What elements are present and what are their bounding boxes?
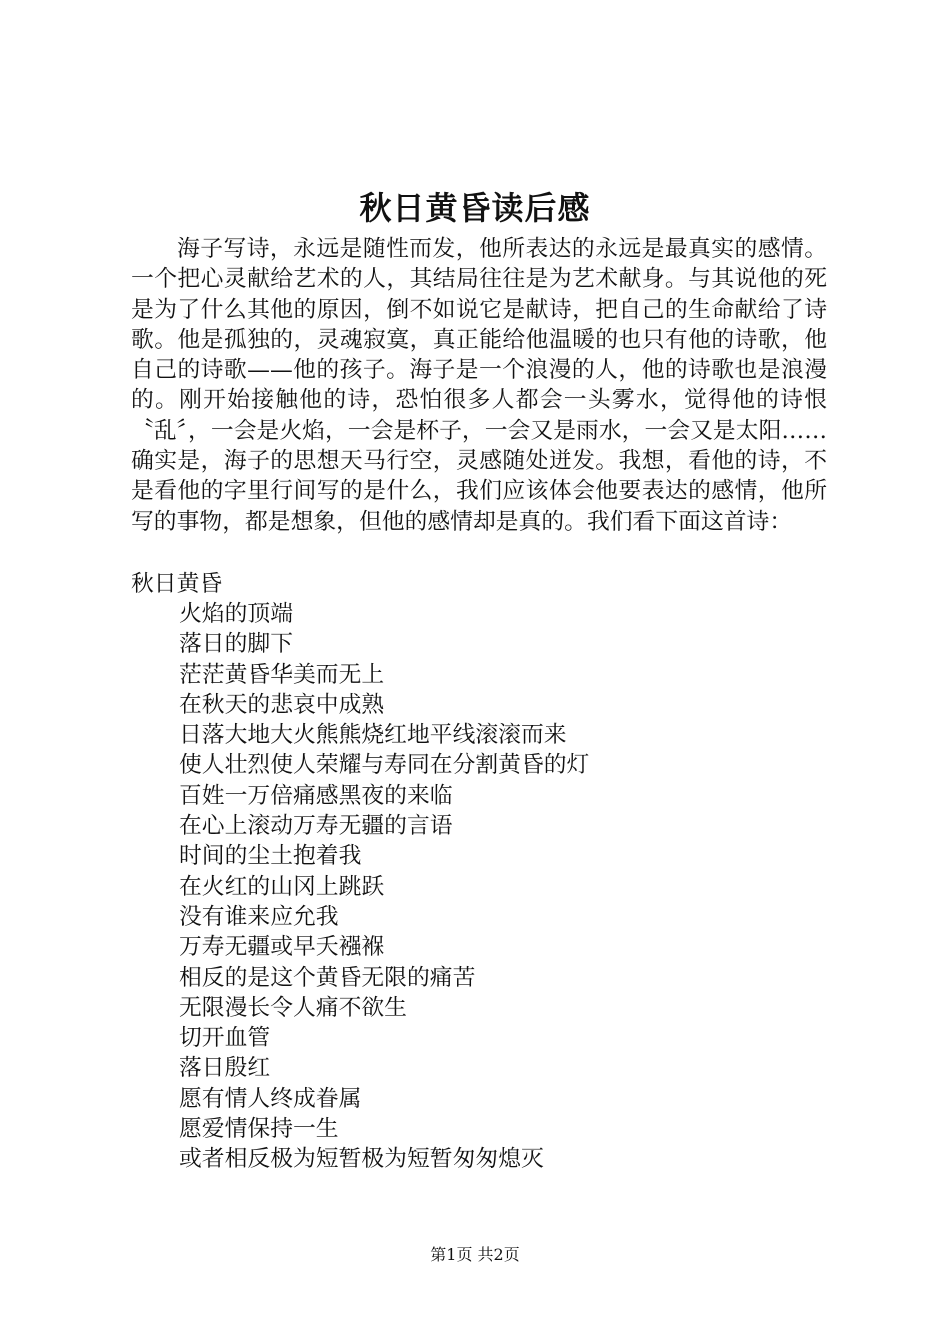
poem-line: 万寿无疆或早夭襁褓 [179, 934, 385, 961]
poem-line: 在心上滚动万寿无疆的言语 [179, 813, 453, 840]
poem-line: 没有谁来应允我 [179, 903, 339, 930]
poem-title: 秋日黄昏 [131, 571, 223, 597]
poem-line: 愿有情人终成眷属 [179, 1085, 362, 1112]
poem-line: 茫茫黄昏华美而无上 [179, 661, 385, 688]
body-paragraph: 海子写诗，永远是随性而发，他所表达的永远是最真实的感情。一个把心灵献给艺术的人，其结局往往是为艺术献身。与其说他的死是为了什么其他的原因，倒不如说它是献诗，把自己的生命献给了诗歌。他是孤独的，灵魂寂寞，真正能给他温暖的也只有他的诗歌，他自己的诗歌——他的孩子。海子是一个浪漫的人，他的诗歌也是浪漫的。刚开始接触他的诗，恐怕很多人都会一头雾水，觉得他的诗恨〝乱〞，一会是火焰，一会是杯子，一会又是雨水，一会又是太阳……确实是，海子的思想天马行空，灵感随处迸发。我想，看他的诗，不是看他的字里行间写的是什么，我们应该体会他要表达的感情，他所写的事物，都是想象，但他的感情却是真的。我们看下面这首诗： [131, 236, 827, 535]
poem-line: 切开血管 [179, 1025, 271, 1052]
poem-line: 百姓一万倍痛感黑夜的来临 [179, 782, 453, 809]
poem-line: 落日殷红 [179, 1055, 271, 1082]
poem-lines [179, 599, 589, 1175]
poem-line: 愿爱情保持一生 [179, 1116, 339, 1143]
poem-line: 在秋天的悲哀中成熟 [179, 691, 385, 718]
poem-line: 使人壮烈使人荣耀与寿同在分割黄昏的灯 [179, 752, 590, 779]
poem-line: 时间的尘土抱着我 [179, 843, 362, 870]
poem-line: 在火红的山冈上跳跃 [179, 873, 385, 900]
poem-line: 日落大地大火熊熊烧红地平线滚滚而来 [179, 722, 567, 749]
poem-line: 或者相反极为短暂极为短暂匆匆熄灭 [179, 1146, 544, 1173]
page-footer: 第1页 共2页 [430, 1245, 520, 1264]
poem-line: 无限漫长令人痛不欲生 [179, 994, 407, 1021]
document-title: 秋日黄昏读后感 [359, 189, 591, 227]
poem-line: 火焰的顶端 [179, 601, 293, 627]
poem-line: 落日的脚下 [179, 631, 293, 658]
poem-line: 相反的是这个黄昏无限的痛苦 [179, 964, 476, 991]
